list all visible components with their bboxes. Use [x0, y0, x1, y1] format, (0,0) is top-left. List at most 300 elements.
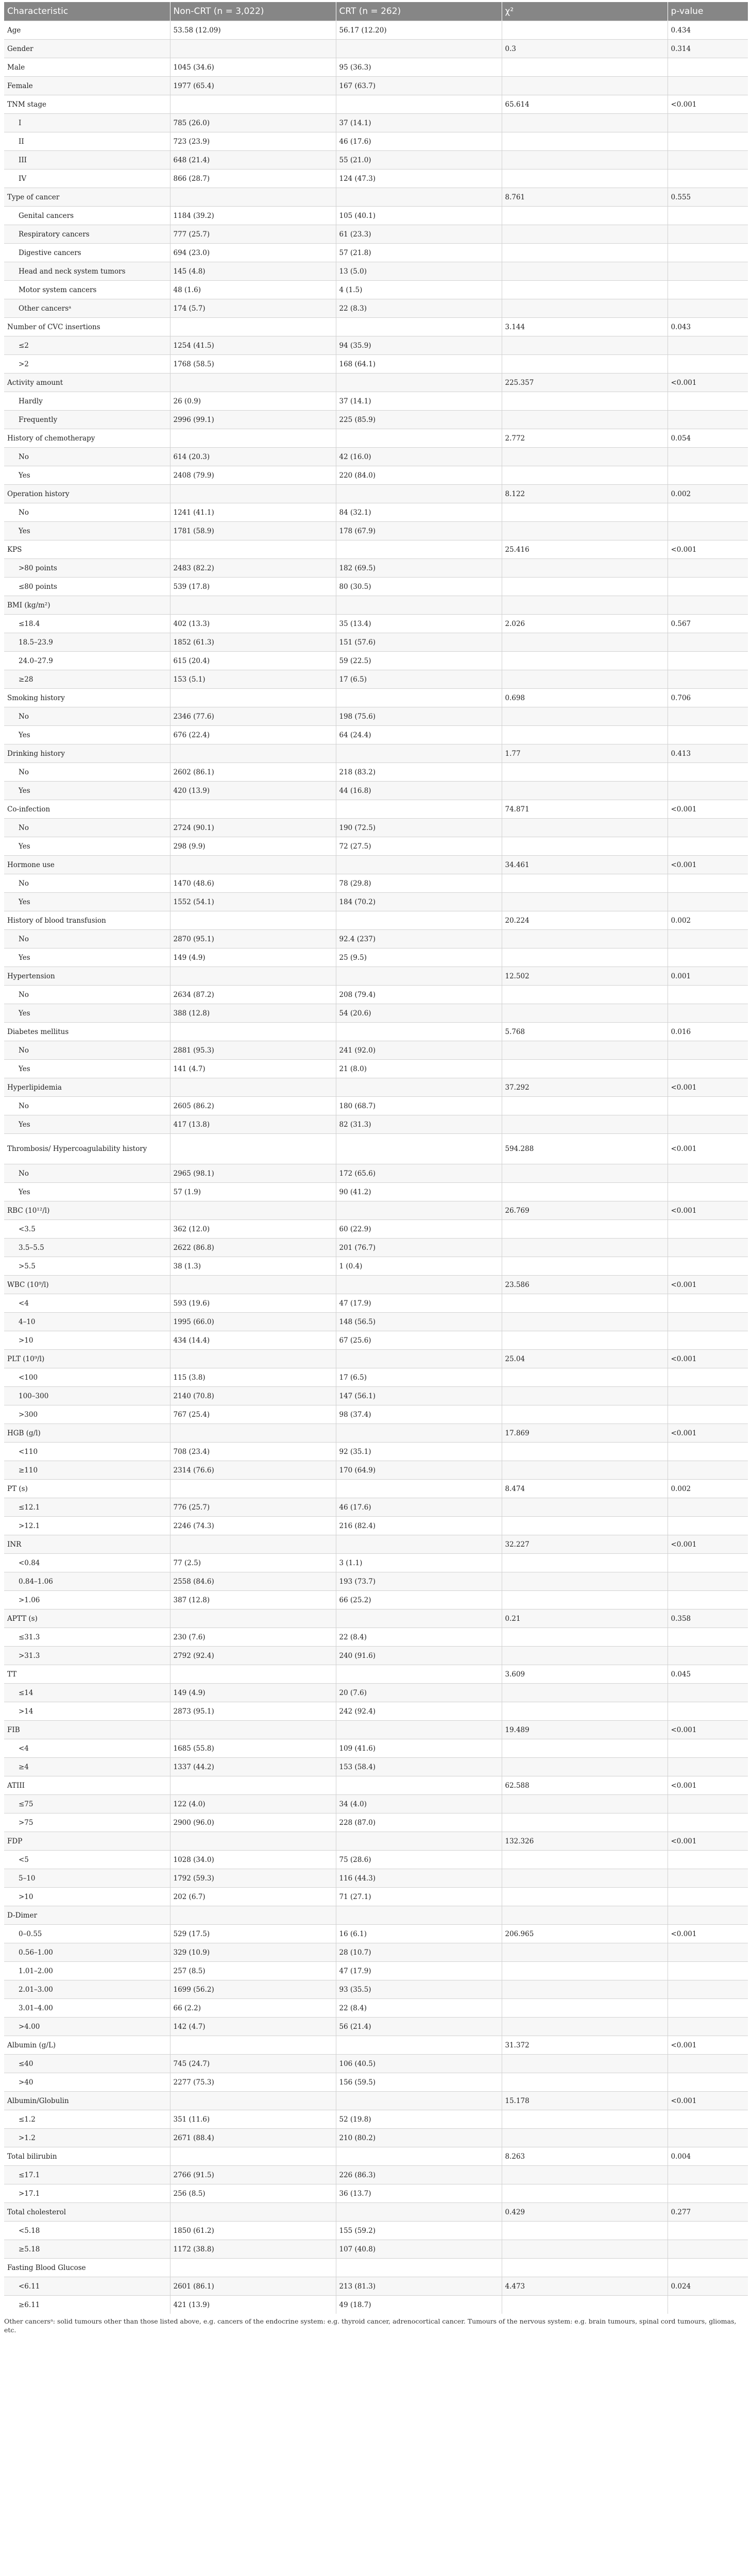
table-row [4, 1758, 748, 1776]
table-header-row [4, 2, 748, 21]
cell-chi-square [502, 2055, 668, 2073]
cell-crt: 156 (59.5) [336, 2073, 502, 2092]
cell-non-crt [170, 2203, 336, 2222]
table-row [4, 429, 748, 448]
cell-crt: 56.17 (12.20) [336, 21, 502, 40]
table-row [4, 2240, 748, 2259]
cell-characteristic: PLT (10⁹/l) [4, 1350, 170, 1368]
cell-characteristic: ≤14 [4, 1684, 170, 1702]
cell-characteristic: II [4, 132, 170, 151]
table-row [4, 170, 748, 188]
table-body [4, 21, 748, 2314]
table-row [4, 1980, 748, 1999]
table-row [4, 744, 748, 763]
cell-chi-square [502, 1572, 668, 1591]
cell-p-value [668, 948, 748, 967]
cell-crt: 78 (29.8) [336, 874, 502, 893]
cell-p-value: 0.314 [668, 40, 748, 58]
cell-crt: 3 (1.1) [336, 1554, 502, 1572]
cell-chi-square [502, 1097, 668, 1115]
cell-characteristic: History of blood transfusion [4, 911, 170, 930]
cell-crt: 16 (6.1) [336, 1925, 502, 1943]
cell-characteristic: >2 [4, 355, 170, 374]
cell-characteristic: ≥5.18 [4, 2240, 170, 2259]
cell-p-value [668, 466, 748, 485]
cell-chi-square [502, 207, 668, 225]
cell-p-value [668, 77, 748, 95]
cell-p-value: 0.706 [668, 689, 748, 707]
cell-non-crt: 785 (26.0) [170, 114, 336, 132]
cell-chi-square [502, 503, 668, 522]
cell-characteristic: ≥110 [4, 1461, 170, 1480]
cell-crt: 170 (64.9) [336, 1461, 502, 1480]
cell-characteristic: 4–10 [4, 1313, 170, 1331]
cell-chi-square: 0.429 [502, 2203, 668, 2222]
cell-characteristic: Respiratory cancers [4, 225, 170, 244]
cell-chi-square [502, 1004, 668, 1023]
cell-crt: 109 (41.6) [336, 1739, 502, 1758]
table-row [4, 930, 748, 948]
table-row [4, 207, 748, 225]
table-row [4, 1869, 748, 1888]
table-row [4, 911, 748, 930]
cell-crt: 44 (16.8) [336, 782, 502, 800]
cell-characteristic: >10 [4, 1888, 170, 1906]
table-row [4, 355, 748, 374]
table-row [4, 726, 748, 744]
cell-crt: 213 (81.3) [336, 2277, 502, 2296]
cell-crt [336, 1535, 502, 1554]
cell-chi-square [502, 522, 668, 540]
cell-crt: 47 (17.9) [336, 1294, 502, 1313]
cell-chi-square [502, 1443, 668, 1461]
cell-non-crt: 2140 (70.8) [170, 1387, 336, 1405]
cell-characteristic: FIB [4, 1721, 170, 1739]
cell-crt: 241 (92.0) [336, 1041, 502, 1060]
cell-p-value [668, 1257, 748, 1276]
cell-p-value [668, 1591, 748, 1609]
cell-crt: 56 (21.4) [336, 2018, 502, 2036]
cell-crt [336, 800, 502, 819]
table-row [4, 2203, 748, 2222]
cell-chi-square [502, 2166, 668, 2184]
cell-chi-square [502, 448, 668, 466]
cell-chi-square: 3.144 [502, 318, 668, 336]
table-row [4, 1239, 748, 1257]
cell-characteristic: Albumin (g/L) [4, 2036, 170, 2055]
table-row [4, 225, 748, 244]
cell-chi-square [502, 2129, 668, 2147]
cell-characteristic: ≤1.2 [4, 2110, 170, 2129]
cell-characteristic: I [4, 114, 170, 132]
cell-crt: 190 (72.5) [336, 819, 502, 837]
cell-p-value: <0.001 [668, 1276, 748, 1294]
cell-chi-square: 12.502 [502, 967, 668, 986]
cell-p-value [668, 114, 748, 132]
table-row [4, 188, 748, 207]
cell-non-crt: 593 (19.6) [170, 1294, 336, 1313]
cell-chi-square [502, 2018, 668, 2036]
cell-crt: 148 (56.5) [336, 1313, 502, 1331]
cell-non-crt: 38 (1.3) [170, 1257, 336, 1276]
cell-characteristic: Fasting Blood Glucose [4, 2259, 170, 2277]
cell-chi-square: 0.3 [502, 40, 668, 58]
cell-crt: 37 (14.1) [336, 392, 502, 411]
cell-non-crt: 402 (13.3) [170, 615, 336, 633]
cell-chi-square [502, 2110, 668, 2129]
header-chi-square: χ² [502, 2, 668, 21]
table-row [4, 1041, 748, 1060]
cell-chi-square [502, 670, 668, 689]
cell-p-value [668, 2184, 748, 2203]
cell-chi-square [502, 930, 668, 948]
cell-chi-square [502, 1387, 668, 1405]
cell-characteristic: >5.5 [4, 1257, 170, 1276]
cell-chi-square [502, 1294, 668, 1313]
cell-crt: 34 (4.0) [336, 1795, 502, 1814]
cell-non-crt: 2792 (92.4) [170, 1647, 336, 1665]
cell-crt: 46 (17.6) [336, 1498, 502, 1517]
cell-p-value [668, 151, 748, 170]
cell-non-crt: 2246 (74.3) [170, 1517, 336, 1535]
table-row [4, 1078, 748, 1097]
cell-characteristic: Type of cancer [4, 188, 170, 207]
cell-characteristic: Drinking history [4, 744, 170, 763]
cell-chi-square: 74.871 [502, 800, 668, 819]
cell-p-value [668, 1999, 748, 2018]
table-row [4, 58, 748, 77]
cell-p-value: 0.434 [668, 21, 748, 40]
cell-p-value [668, 503, 748, 522]
cell-crt: 198 (75.6) [336, 707, 502, 726]
cell-non-crt: 434 (14.4) [170, 1331, 336, 1350]
cell-p-value [668, 1239, 748, 1257]
cell-chi-square [502, 355, 668, 374]
cell-characteristic: Yes [4, 466, 170, 485]
cell-characteristic: 5–10 [4, 1869, 170, 1888]
cell-non-crt: 53.58 (12.09) [170, 21, 336, 40]
cell-chi-square [502, 262, 668, 281]
characteristics-table [4, 2, 748, 2314]
cell-crt [336, 1906, 502, 1925]
cell-non-crt [170, 95, 336, 114]
cell-p-value [668, 2055, 748, 2073]
cell-characteristic: No [4, 1041, 170, 1060]
cell-p-value [668, 763, 748, 782]
cell-p-value [668, 1387, 748, 1405]
cell-non-crt [170, 2036, 336, 2055]
cell-p-value [668, 355, 748, 374]
cell-characteristic: KPS [4, 540, 170, 559]
cell-non-crt: 708 (23.4) [170, 1443, 336, 1461]
cell-characteristic: Hardly [4, 392, 170, 411]
table-row [4, 837, 748, 856]
cell-characteristic: >12.1 [4, 1517, 170, 1535]
cell-non-crt [170, 1609, 336, 1628]
cell-p-value [668, 1004, 748, 1023]
cell-p-value [668, 1368, 748, 1387]
table-row [4, 893, 748, 911]
cell-non-crt: 1470 (48.6) [170, 874, 336, 893]
cell-crt: 71 (27.1) [336, 1888, 502, 1906]
table-row [4, 1665, 748, 1684]
cell-crt [336, 2147, 502, 2166]
cell-p-value [668, 299, 748, 318]
cell-chi-square: 19.489 [502, 1721, 668, 1739]
cell-p-value: 0.001 [668, 967, 748, 986]
cell-crt [336, 1134, 502, 1164]
cell-p-value [668, 1980, 748, 1999]
cell-characteristic: History of chemotherapy [4, 429, 170, 448]
table-row [4, 2129, 748, 2147]
table-row [4, 2166, 748, 2184]
cell-non-crt: 202 (6.7) [170, 1888, 336, 1906]
table-row [4, 652, 748, 670]
cell-non-crt: 2870 (95.1) [170, 930, 336, 948]
cell-non-crt: 1254 (41.5) [170, 336, 336, 355]
cell-crt [336, 1721, 502, 1739]
cell-p-value [668, 1906, 748, 1925]
cell-crt: 28 (10.7) [336, 1943, 502, 1962]
cell-p-value [668, 893, 748, 911]
cell-crt: 124 (47.3) [336, 170, 502, 188]
cell-crt [336, 429, 502, 448]
cell-chi-square [502, 819, 668, 837]
cell-non-crt [170, 1832, 336, 1851]
table-row [4, 466, 748, 485]
header-characteristic: Characteristic [4, 2, 170, 21]
cell-characteristic: PT (s) [4, 1480, 170, 1498]
cell-non-crt: 149 (4.9) [170, 948, 336, 967]
cell-chi-square [502, 1684, 668, 1702]
table-row [4, 763, 748, 782]
cell-chi-square: 0.21 [502, 1609, 668, 1628]
table-row [4, 1134, 748, 1164]
cell-p-value [668, 244, 748, 262]
cell-chi-square: 26.769 [502, 1201, 668, 1220]
cell-chi-square [502, 1814, 668, 1832]
cell-p-value [668, 707, 748, 726]
cell-characteristic: ≤2 [4, 336, 170, 355]
cell-chi-square [502, 2296, 668, 2314]
cell-characteristic: No [4, 707, 170, 726]
cell-p-value [668, 2110, 748, 2129]
cell-chi-square: 2.772 [502, 429, 668, 448]
cell-chi-square [502, 837, 668, 856]
cell-p-value: 0.043 [668, 318, 748, 336]
cell-non-crt: 1852 (61.3) [170, 633, 336, 652]
cell-chi-square [502, 1164, 668, 1183]
cell-p-value [668, 1962, 748, 1980]
cell-non-crt: 648 (21.4) [170, 151, 336, 170]
cell-chi-square [502, 1220, 668, 1239]
cell-p-value [668, 1517, 748, 1535]
cell-crt: 22 (8.3) [336, 299, 502, 318]
cell-non-crt [170, 856, 336, 874]
cell-p-value [668, 1869, 748, 1888]
table-row [4, 2110, 748, 2129]
cell-chi-square [502, 77, 668, 95]
cell-non-crt: 66 (2.2) [170, 1999, 336, 2018]
table-row [4, 485, 748, 503]
cell-p-value [668, 2222, 748, 2240]
cell-non-crt: 767 (25.4) [170, 1405, 336, 1424]
cell-chi-square [502, 633, 668, 652]
cell-crt: 210 (80.2) [336, 2129, 502, 2147]
cell-p-value [668, 1943, 748, 1962]
cell-non-crt: 2900 (96.0) [170, 1814, 336, 1832]
cell-chi-square [502, 466, 668, 485]
cell-non-crt: 1995 (66.0) [170, 1313, 336, 1331]
cell-p-value [668, 1739, 748, 1758]
cell-non-crt [170, 318, 336, 336]
cell-characteristic: HGB (g/l) [4, 1424, 170, 1443]
cell-characteristic: 18.5–23.9 [4, 633, 170, 652]
table-row [4, 1943, 748, 1962]
cell-non-crt: 149 (4.9) [170, 1684, 336, 1702]
table-row [4, 559, 748, 578]
cell-chi-square [502, 652, 668, 670]
cell-crt: 218 (83.2) [336, 763, 502, 782]
cell-crt [336, 485, 502, 503]
cell-crt: 54 (20.6) [336, 1004, 502, 1023]
cell-crt: 147 (56.1) [336, 1387, 502, 1405]
cell-crt [336, 744, 502, 763]
cell-chi-square: 8.474 [502, 1480, 668, 1498]
cell-crt: 193 (73.7) [336, 1572, 502, 1591]
cell-chi-square: 2.026 [502, 615, 668, 633]
cell-chi-square [502, 299, 668, 318]
cell-chi-square: 25.04 [502, 1350, 668, 1368]
cell-p-value: <0.001 [668, 374, 748, 392]
cell-non-crt: 1850 (61.2) [170, 2222, 336, 2240]
cell-characteristic: >14 [4, 1702, 170, 1721]
cell-crt: 72 (27.5) [336, 837, 502, 856]
cell-crt [336, 1776, 502, 1795]
cell-crt: 94 (35.9) [336, 336, 502, 355]
cell-characteristic: Digestive cancers [4, 244, 170, 262]
table-row [4, 670, 748, 689]
cell-chi-square: 8.761 [502, 188, 668, 207]
cell-chi-square [502, 2240, 668, 2259]
cell-p-value: <0.001 [668, 2036, 748, 2055]
cell-non-crt: 2408 (79.9) [170, 466, 336, 485]
cell-characteristic: <110 [4, 1443, 170, 1461]
table-row [4, 1443, 748, 1461]
cell-p-value [668, 782, 748, 800]
cell-characteristic: Yes [4, 948, 170, 967]
cell-crt: 216 (82.4) [336, 1517, 502, 1535]
cell-p-value [668, 1405, 748, 1424]
cell-p-value: 0.002 [668, 485, 748, 503]
cell-crt: 60 (22.9) [336, 1220, 502, 1239]
cell-characteristic: D-Dimer [4, 1906, 170, 1925]
cell-crt [336, 374, 502, 392]
cell-crt: 208 (79.4) [336, 986, 502, 1004]
cell-characteristic: >17.1 [4, 2184, 170, 2203]
cell-characteristic: Yes [4, 726, 170, 744]
table-row [4, 1164, 748, 1183]
cell-chi-square [502, 1906, 668, 1925]
cell-chi-square [502, 1702, 668, 1721]
table-row [4, 318, 748, 336]
cell-non-crt: 1172 (38.8) [170, 2240, 336, 2259]
cell-chi-square [502, 1869, 668, 1888]
cell-characteristic: Total cholesterol [4, 2203, 170, 2222]
table-row [4, 1999, 748, 2018]
table-row [4, 1097, 748, 1115]
cell-characteristic: >1.2 [4, 2129, 170, 2147]
cell-crt: 25 (9.5) [336, 948, 502, 967]
cell-non-crt [170, 2147, 336, 2166]
cell-non-crt: 1792 (59.3) [170, 1869, 336, 1888]
cell-characteristic: ≥28 [4, 670, 170, 689]
cell-chi-square [502, 1313, 668, 1331]
cell-non-crt [170, 744, 336, 763]
table-row [4, 1572, 748, 1591]
table-row [4, 2296, 748, 2314]
cell-chi-square [502, 578, 668, 596]
cell-non-crt [170, 1424, 336, 1443]
cell-p-value [668, 336, 748, 355]
cell-characteristic: No [4, 763, 170, 782]
cell-characteristic: ≤31.3 [4, 1628, 170, 1647]
cell-crt: 225 (85.9) [336, 411, 502, 429]
cell-crt [336, 1832, 502, 1851]
table-row [4, 1004, 748, 1023]
table-row [4, 281, 748, 299]
cell-non-crt: 2602 (86.1) [170, 763, 336, 782]
table-row [4, 244, 748, 262]
cell-p-value: <0.001 [668, 1078, 748, 1097]
cell-chi-square: 15.178 [502, 2092, 668, 2110]
cell-chi-square [502, 1498, 668, 1517]
cell-p-value [668, 1164, 748, 1183]
cell-p-value [668, 1097, 748, 1115]
cell-crt: 107 (40.8) [336, 2240, 502, 2259]
table-row [4, 1115, 748, 1134]
cell-crt [336, 95, 502, 114]
cell-chi-square [502, 1060, 668, 1078]
cell-p-value [668, 1183, 748, 1201]
cell-characteristic: No [4, 1164, 170, 1183]
cell-characteristic: Yes [4, 1183, 170, 1201]
cell-non-crt: 1685 (55.8) [170, 1739, 336, 1758]
cell-non-crt [170, 911, 336, 930]
cell-characteristic: Motor system cancers [4, 281, 170, 299]
cell-non-crt: 298 (9.9) [170, 837, 336, 856]
cell-characteristic: Thrombosis/ Hypercoagulability history [4, 1134, 170, 1164]
cell-p-value: 0.277 [668, 2203, 748, 2222]
cell-characteristic: No [4, 874, 170, 893]
cell-p-value [668, 132, 748, 151]
table-row [4, 2055, 748, 2073]
table-row [4, 1721, 748, 1739]
cell-non-crt: 1028 (34.0) [170, 1851, 336, 1869]
cell-crt: 67 (25.6) [336, 1331, 502, 1350]
cell-crt: 228 (87.0) [336, 1814, 502, 1832]
cell-non-crt: 2277 (75.3) [170, 2073, 336, 2092]
cell-crt: 66 (25.2) [336, 1591, 502, 1609]
cell-p-value [668, 411, 748, 429]
cell-chi-square: 20.224 [502, 911, 668, 930]
cell-non-crt: 539 (17.8) [170, 578, 336, 596]
cell-chi-square [502, 1115, 668, 1134]
cell-characteristic: <6.11 [4, 2277, 170, 2296]
cell-crt: 184 (70.2) [336, 893, 502, 911]
cell-crt [336, 967, 502, 986]
cell-crt [336, 689, 502, 707]
